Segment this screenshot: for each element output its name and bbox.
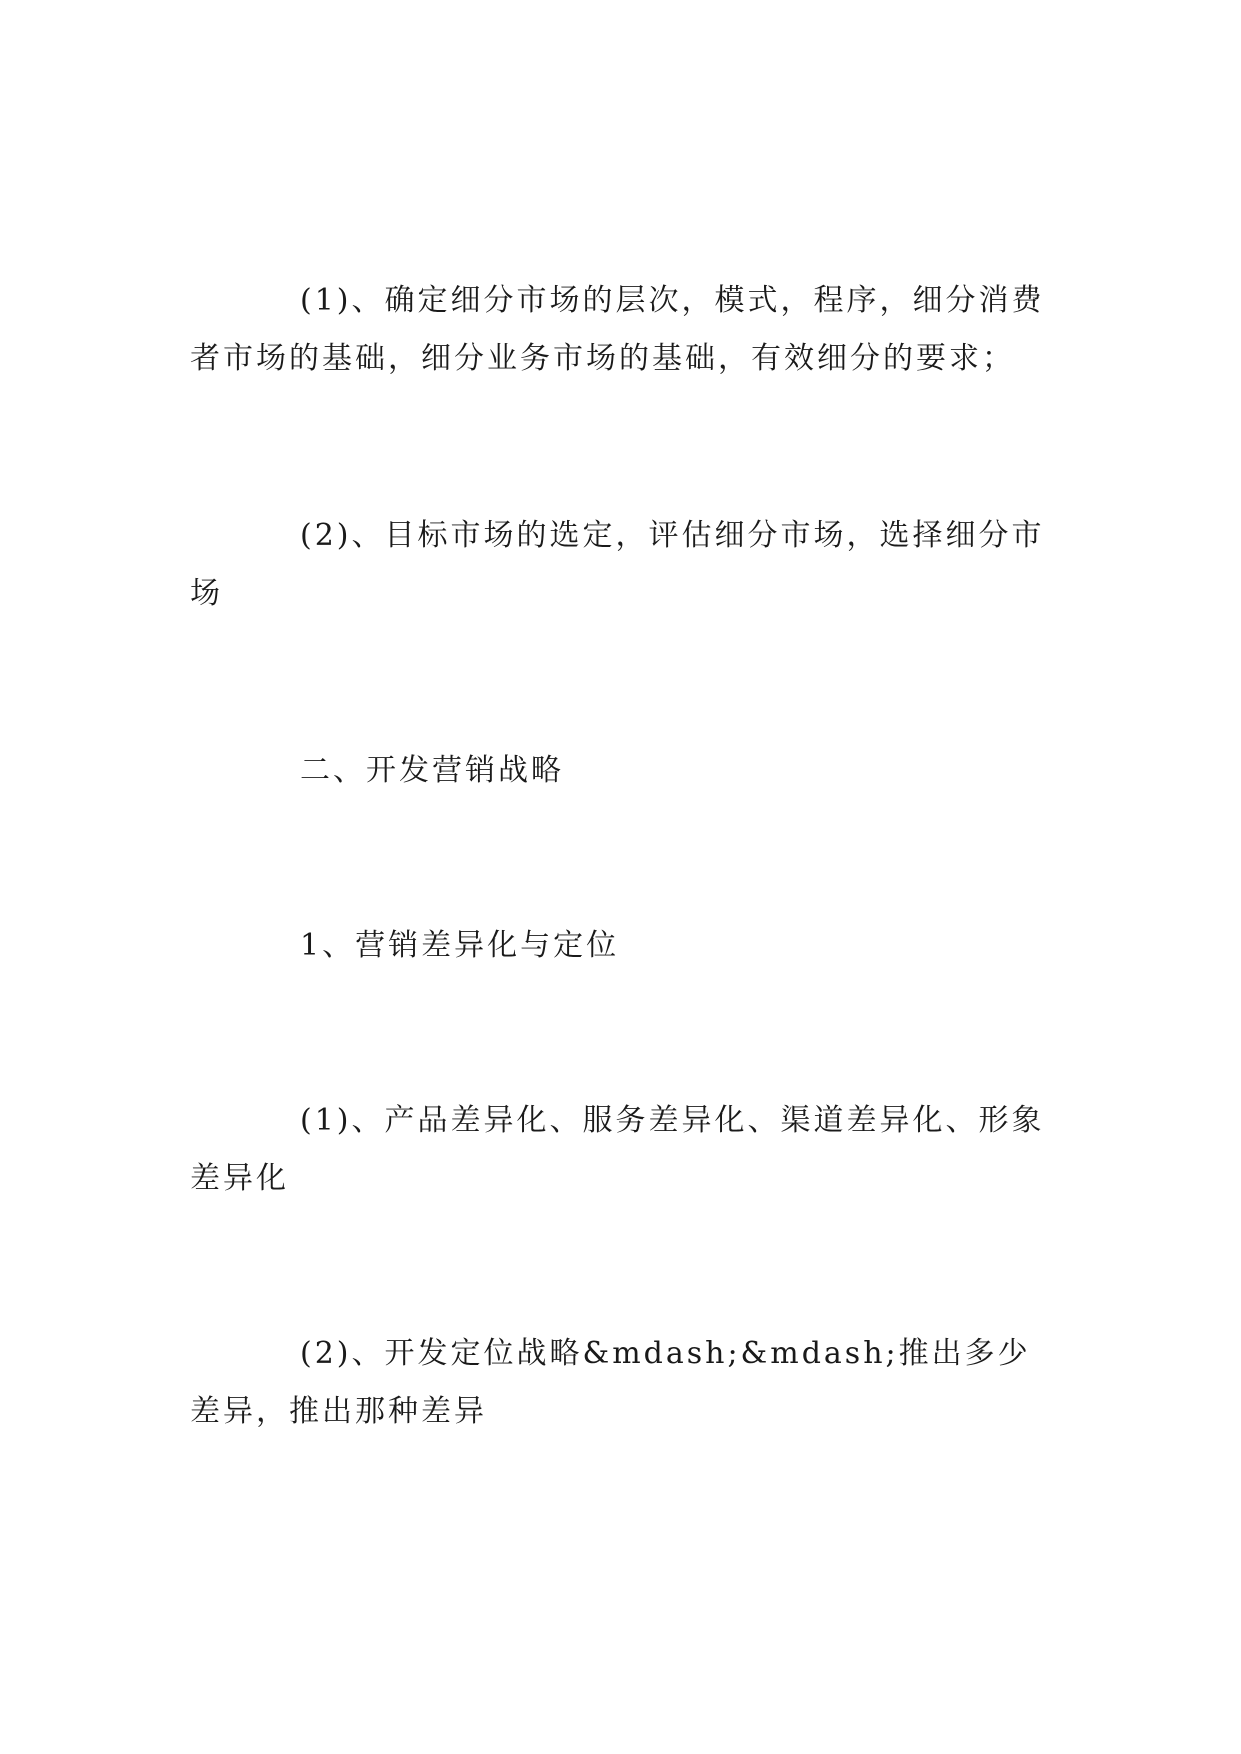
section-heading-marketing-strategy: 二、开发营销战略 [300, 753, 564, 788]
paragraph-target-market: (2)、目标市场的选定，评估细分市场，选择细分市场 [190, 518, 1045, 611]
subsection-heading-differentiation: 1、营销差异化与定位 [300, 928, 620, 963]
paragraph-positioning-strategy: (2)、开发定位战略&mdash;&mdash;推出多少差异，推出那种差异 [190, 1336, 1031, 1429]
paragraph-differentiation-types: (1)、产品差异化、服务差异化、渠道差异化、形象差异化 [190, 1103, 1045, 1196]
paragraph-segmentation-levels: (1)、确定细分市场的层次，模式，程序，细分消费者市场的基础，细分业务市场的基础，有效细分的要求； [190, 283, 1045, 376]
